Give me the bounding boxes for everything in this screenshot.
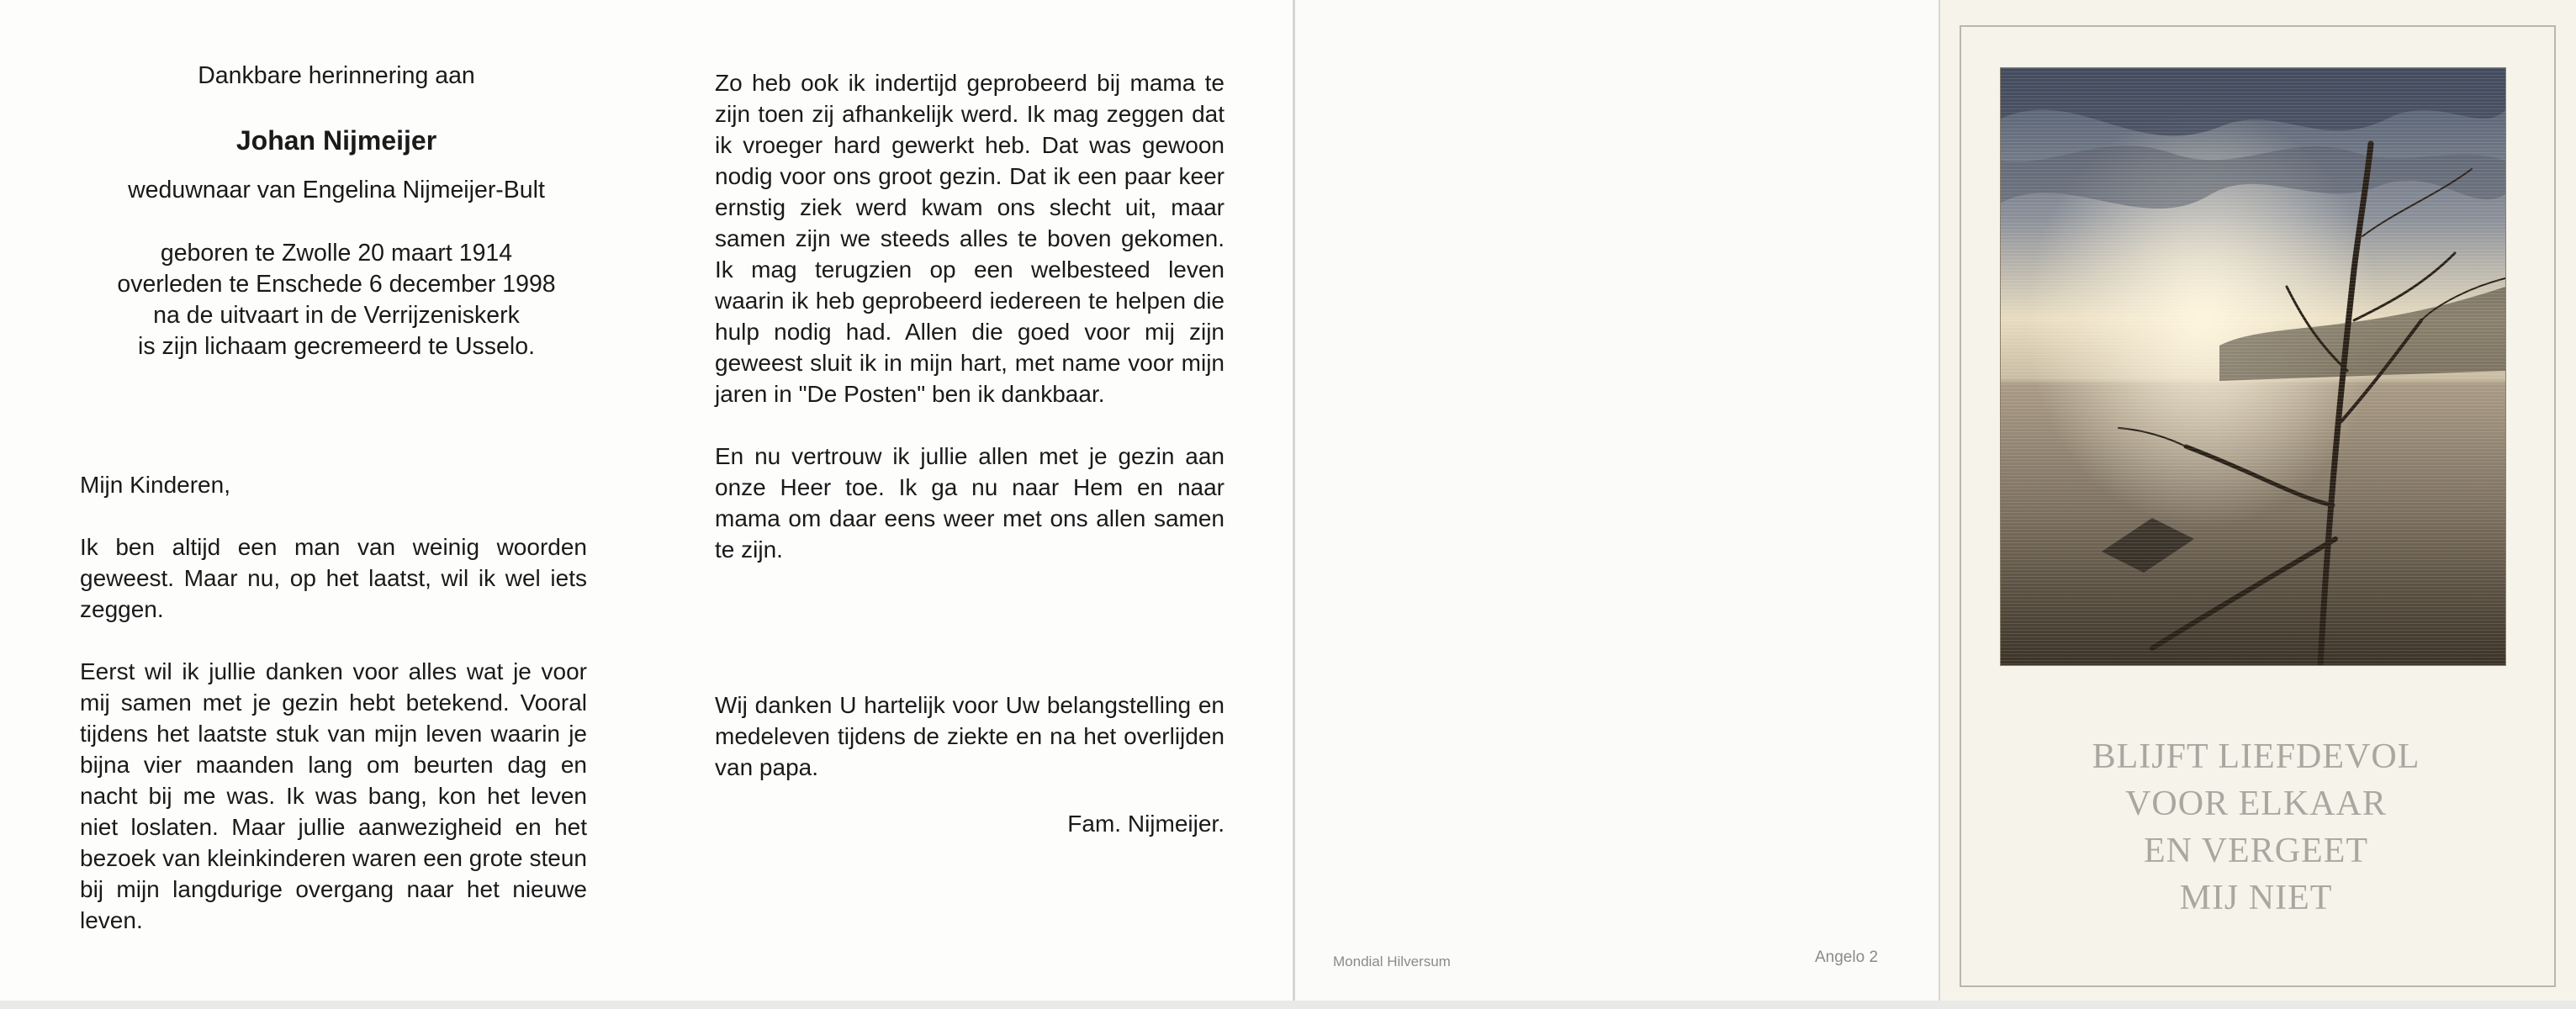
poem-line: VOOR ELKAAR xyxy=(2125,784,2387,823)
cremation-line: is zijn lichaam gecremeerd te Usselo. xyxy=(137,333,536,360)
letter-paragraph: Ik ben altijd een man van weinig woorden geweest. Maar nu, op het laatst, wil ik wel iets zeggen. xyxy=(80,534,587,622)
inside-spread xyxy=(0,0,1293,1001)
card-model: Angelo 2 xyxy=(1815,948,1879,966)
widower-line: weduwnaar van Engelina Nijmeijer-Bult xyxy=(128,177,545,203)
letter-paragraph: Zo heb ook ik indertijd geprobeerd bij mama te zijn toen zij afhankelijk werd. Ik mag zeggen dat ik vroeger hard gewerkt heb. Dat was gewoon nodig voor ons groot gezin. Dat ik een paar keer ernstig ziek werd kwam ons slecht uit, maar samen zijn we steeds alles te boven gekomen. Ik mag terugzien op een welbesteed leven waarin ik heb geprobeerd iedereen te helpen die hulp nodig had. Allen die goed voor mij zijn geweest sluit ik in mijn hart, met name voor mijn jaren in "De Posten" ben ik dankbaar. xyxy=(715,70,1225,407)
printer-credit: Mondial Hilversum xyxy=(1333,954,1451,969)
letter-column-left xyxy=(80,469,587,936)
letter-column-right xyxy=(715,67,1225,839)
back-page xyxy=(1293,0,1941,1001)
intro-header: Dankbare herinnering aan xyxy=(198,62,475,89)
funeral-line: na de uitvaart in de Verrijzeniskerk xyxy=(153,302,520,329)
cover-poem xyxy=(1960,733,2552,922)
letter-salutation: Mijn Kinderen, xyxy=(80,472,230,498)
thanks-paragraph: Wij danken U hartelijk voor Uw belangstelling en medeleven tijdens de ziekte en na het overlijden van papa. xyxy=(715,692,1225,780)
letter-paragraph: En nu vertrouw ik jullie allen met je gezin aan onze Heer toe. Ik ga nu naar Hem en naar mama om daar eens weer met ons allen samen te zijn. xyxy=(715,443,1225,563)
birth-line: geboren te Zwolle 20 maart 1914 xyxy=(160,240,513,267)
letter-paragraph: Eerst wil ik jullie danken voor alles wat je voor mij samen met je gezin hebt betekend. Vooral tijdens het laatste stuk van mijn leven waarin je bijna vier maanden lang om beurten dag en nacht bij me was. Ik was bang, kon het leven niet loslaten. Maar jullie aanwezigheid en het bezoek van kleinkinderen waren een grote steun bij mijn langdurige overgang naar het nieuwe leven. xyxy=(80,658,587,933)
poem-line: BLIJFT LIEFDEVOL xyxy=(2092,737,2420,776)
poem-line: EN VERGEET xyxy=(2143,832,2369,870)
deceased-name: Johan Nijmeijer xyxy=(235,125,437,156)
poem-line: MIJ NIET xyxy=(2179,879,2333,917)
family-signature: Fam. Nijmeijer. xyxy=(1067,811,1225,837)
memorial-intro xyxy=(67,61,606,362)
death-line: overleden te Enschede 6 december 1998 xyxy=(117,271,556,298)
sunset-lake-photo xyxy=(2000,67,2506,666)
